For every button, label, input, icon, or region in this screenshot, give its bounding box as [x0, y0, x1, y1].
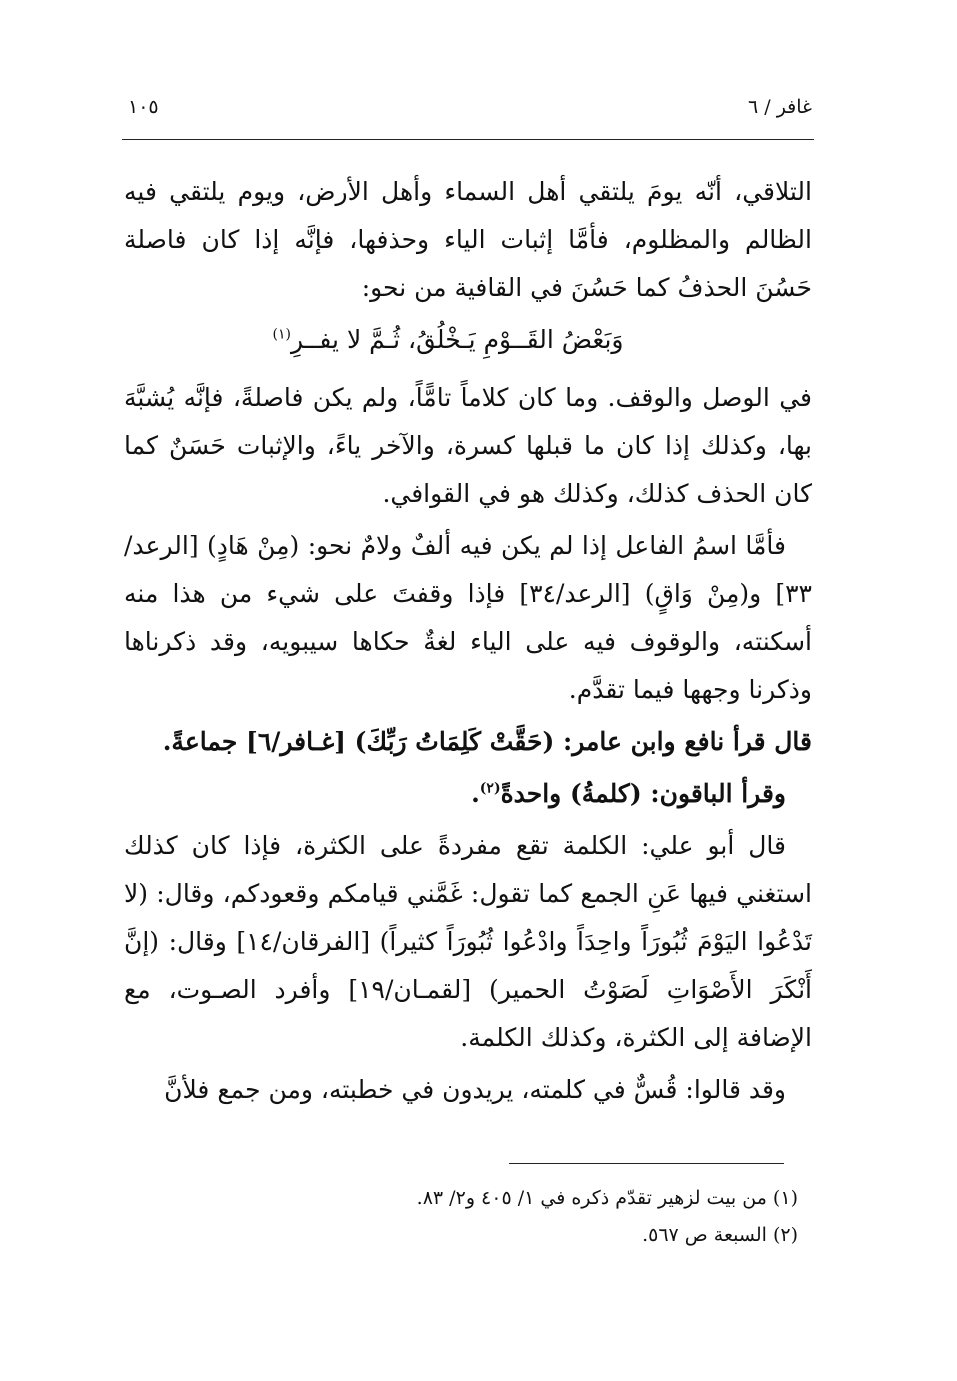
paragraph-5 — [124, 770, 812, 818]
paragraph-6: قال أبو علي: الكلمة تقع مفردةً على الكثرة، فإذا كان كذلك استغني فيها عَنِ الجمع كما تقول: غَمَّني قيامكم وقعودكم، وقال: (لا تَدْعُوا اليَوْمَ ثُبُورَاً واحِدَاً وادْعُوا ثُبُورَاً كثيراً) [الفرقان/١٤] وقال: (إنَّ أَنْكَرَ الأَصْوَاتِ لَصَوْتُ الحمير) [لقمـان/١٩] وأفرد الصـوت، مع الإضافة إلى الكثرة، وكذلك الكلمة. — [124, 831, 812, 1052]
paragraph-2: في الوصل والوقف. وما كان كلاماً تامًّاً، ولم يكن فاصلةً، فإنَّه يُشبَّهَ بها، وكذلك إذا كان ما قبلها كسرة، والآخر ياءً، والإثبات حَسَنٌ كما كان الحذف كذلك، وكذلك هو في القوافي. — [124, 383, 812, 508]
footnote-marker-2: (٢) — [479, 780, 501, 797]
verse-text: وَبَعْضُ القَــوْمِ يَـخْلُقُ، ثُـمَّ لا يفــرِ — [290, 325, 624, 354]
footnotes — [124, 1180, 798, 1254]
paragraph-1: التلاقي، أنّه يومَ يلتقي أهل السماء وأهل الأرض، ويوم يلتقي فيه الظالم والمظلوم، فأمَّا إثبات الياء وحذفها، فإنَّه إذا كان فاصلة حَسُنَ الحذفُ كما حَسُنَ في القافية من نحو: — [124, 177, 812, 302]
running-head — [128, 90, 812, 124]
footnote-divider — [509, 1163, 784, 1164]
footnote-1: (١) من بيت لزهير تقدّم ذكره في ١/ ٤٠٥ و٢/ ٨٣. — [416, 1187, 798, 1209]
paragraph-4: قال قرأ نافع وابن عامر: (حَقَّتْ كَلِمَاتُ رَبِّكَ) [غـافر/٦] جماعةً. — [162, 727, 812, 756]
header-divider — [122, 139, 814, 140]
page-number: ١٠٥ — [128, 96, 159, 118]
paragraph-5-end: . — [471, 779, 480, 808]
paragraph-3: فأمَّا اسمُ الفاعل إذا لم يكن فيه ألفٌ ولامٌ نحو: (مِنْ هَادٍ) [الرعد/٣٣] و(مِنْ وَاقٍ) [الرعد/٣٤] فإذا وقفتَ على شيء من هذا منه أسكنته، والوقوف فيه على الياء لغةٌ حكاها سيبويه، وقد ذكرناها وذكرنا وجهها فيما تقدَّم. — [124, 531, 812, 704]
footnote-marker-1: (١) — [272, 326, 291, 343]
running-title: غافر / ٦ — [748, 96, 812, 118]
main-text — [124, 168, 812, 1118]
footnote-2: (٢) السبعة ص ٥٦٧. — [642, 1224, 798, 1246]
verse-line — [124, 316, 812, 364]
paragraph-7: وقد قالوا: قُسٌّ في كلمته، يريدون في خطبته، ومن جمع فلأنَّ — [164, 1075, 786, 1104]
paragraph-5-text: وقرأ الباقون: (كلمةُ) واحدةً — [500, 779, 786, 808]
